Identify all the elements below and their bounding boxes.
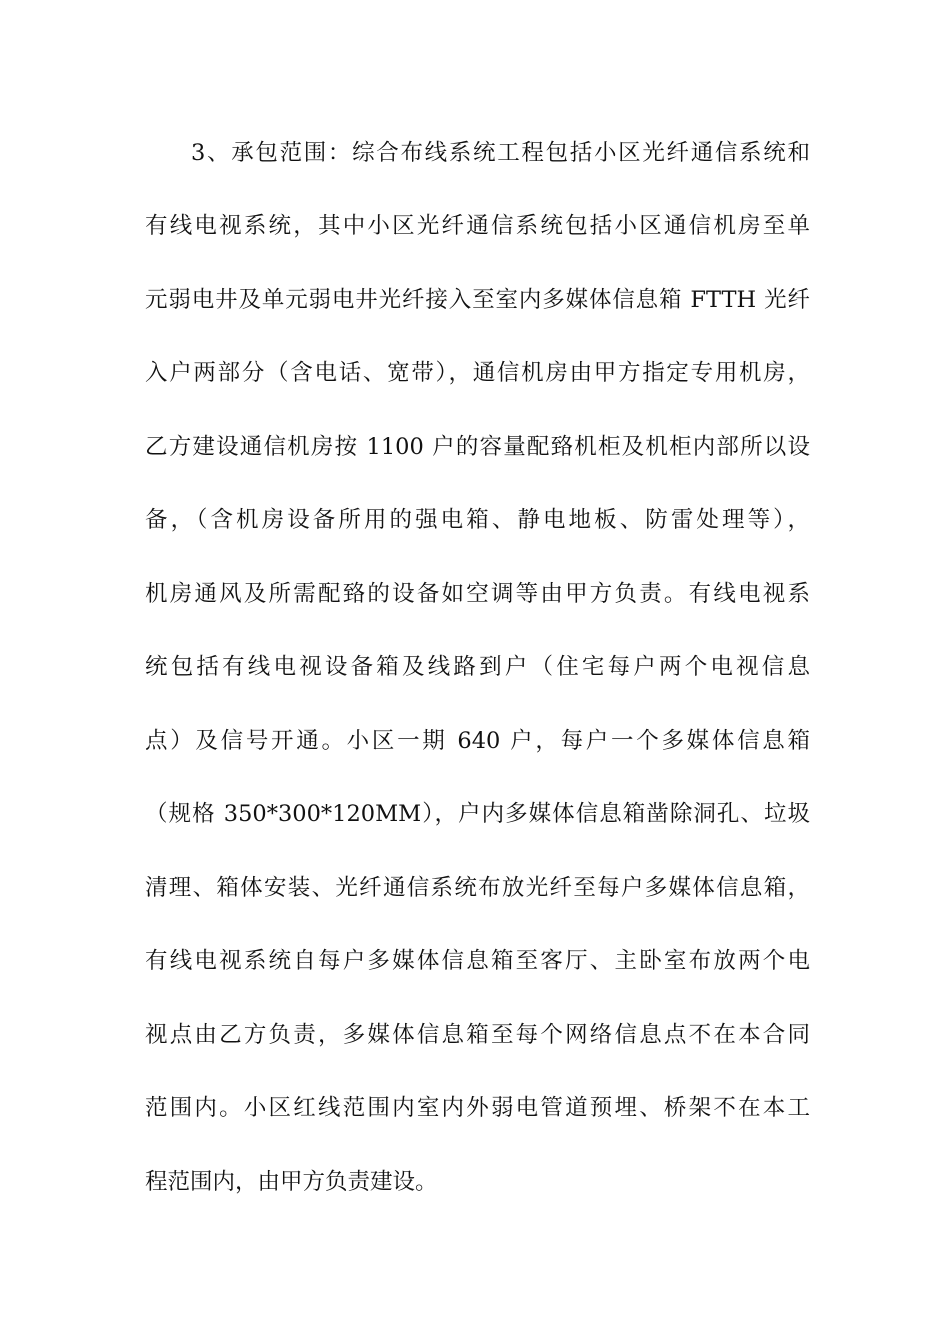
paragraph-line-11: 清理、箱体安装、光纤通信系统布放光纤至每户多媒体信息箱， (145, 875, 810, 901)
paragraph-line-4: 入户两部分（含电话、宽带），通信机房由甲方指定专用机房， (145, 360, 810, 386)
paragraph-line-14: 范围内。小区红线范围内室内外弱电管道预埋、桥架不在本工 (145, 1095, 810, 1121)
paragraph-line-12: 有线电视系统自每户多媒体信息箱至客厅、主卧室布放两个电 (145, 948, 810, 974)
paragraph-line-2: 有线电视系统，其中小区光纤通信系统包括小区通信机房至单 (145, 213, 810, 239)
paragraph-line-3: 元弱电井及单元弱电井光纤接入至室内多媒体信息箱 FTTH 光纤 (145, 287, 810, 313)
paragraph-line-1: 3、承包范围：综合布线系统工程包括小区光纤通信系统和 (191, 140, 810, 166)
paragraph-line-5: 乙方建设通信机房按 1100 户的容量配臵机柜及机柜内部所以设 (145, 434, 810, 460)
paragraph-line-9: 点）及信号开通。小区一期 640 户，每户一个多媒体信息箱 (145, 728, 810, 754)
paragraph-line-7: 机房通风及所需配臵的设备如空调等由甲方负责。有线电视系 (145, 581, 810, 607)
paragraph-line-6: 备，（含机房设备所用的强电箱、静电地板、防雷处理等）， (145, 507, 810, 533)
paragraph-line-15: 程范围内，由甲方负责建设。 (145, 1169, 438, 1195)
paragraph-line-10: （规格 350*300*120MM），户内多媒体信息箱凿除洞孔、垃圾 (145, 801, 810, 827)
paragraph-line-8: 统包括有线电视设备箱及线路到户（住宅每户两个电视信息 (145, 654, 810, 680)
paragraph-line-13: 视点由乙方负责，多媒体信息箱至每个网络信息点不在本合同 (145, 1022, 810, 1048)
